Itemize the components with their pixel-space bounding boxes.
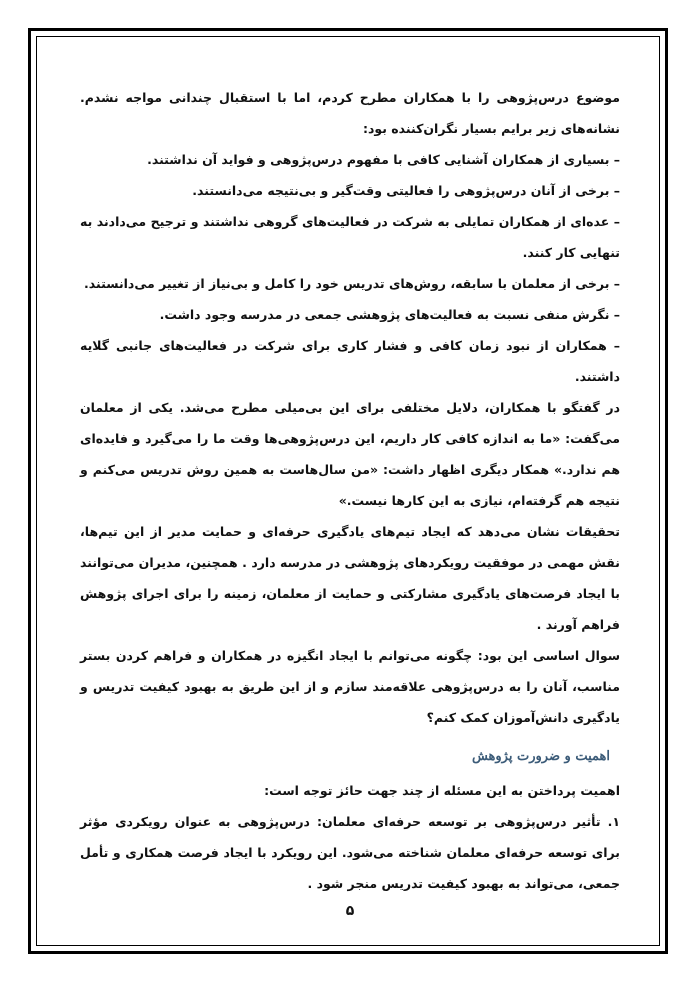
concern-item: – بسیاری از همکاران آشنایی کافی با مفهوم درس‌پژوهی و فواید آن نداشتند. (147, 152, 620, 167)
section-lead: اهمیت پرداختن به این مسئله از چند جهت حائز توجه است: (264, 783, 620, 798)
page-number: ۵ (345, 903, 355, 919)
question-paragraph: سوال اساسی این بود: چگونه می‌توانم با ایجاد انگیزه در همکاران و فراهم کردن بستر مناسب، آنان را به درس‌پژوهی علاقه‌مند سازم و از این طریق به بهبود کیفیت تدریس و یادگیری دانش‌آموزان کمک کنم؟ (80, 648, 620, 725)
concern-item: – نگرش منفی نسبت به فعالیت‌های پژوهشی جمعی در مدرسه وجود داشت. (159, 307, 620, 322)
concern-item: – برخی از آنان درس‌پژوهی را فعالیتی وقت‌گیر و بی‌نتیجه می‌دانستند. (192, 183, 620, 198)
concern-item: – عده‌ای از همکاران تمایلی به شرکت در فعالیت‌های گروهی نداشتند و ترجیح می‌دادند به تنهایی کار کنند. (80, 214, 620, 260)
section-point-1: ۱. تأثیر درس‌پژوهی بر توسعه حرفه‌ای معلمان: درس‌پژوهی به عنوان رویکردی مؤثر برای توسعه حرفه‌ای معلمان شناخته می‌شود. این رویکرد با ایجاد فرصت همکاری و تأمل جمعی، می‌تواند به بهبود کیفیت تدریس منجر شود . (80, 814, 620, 891)
concern-item: – برخی از معلمان با سابقه، روش‌های تدریس خود را کامل و بی‌نیاز از تغییر می‌دانستند. (84, 276, 620, 291)
section-heading: اهمیت و ضرورت پژوهش (471, 749, 610, 764)
intro-paragraph: موضوع درس‌پژوهی را با همکاران مطرح کردم، اما با استقبال چندانی مواجه نشدم. نشانه‌های زیر برایم بسیار نگران‌کننده بود: (80, 90, 620, 136)
concern-item: – همکاران از نبود زمان کافی و فشار کاری برای شرکت در فعالیت‌های جانبی گلایه داشتند. (80, 338, 620, 384)
document-body (80, 82, 620, 899)
concern-list (80, 144, 620, 392)
research-paragraph: تحقیقات نشان می‌دهد که ایجاد تیم‌های یادگیری حرفه‌ای و حمایت مدیر از این تیم‌ها، نقش مهمی در موفقیت رویکردهای پژوهشی در مدرسه دارد . همچنین، مدیران می‌توانند با ایجاد فرصت‌های یادگیری مشارکتی و حمایت از معلمان، زمینه را برای اجرای پژوهش فراهم آورند . (80, 524, 620, 632)
conversation-paragraph: در گفتگو با همکاران، دلایل مختلفی برای این بی‌میلی مطرح می‌شد. یکی از معلمان می‌گفت: «ما به اندازه کافی کار داریم، این درس‌پژوهی‌ها وقت ما را می‌گیرد و فایده‌ای هم ندارد.» همکار دیگری اظهار داشت: «من سال‌هاست به همین روش تدریس می‌کنم و نتیجه هم گرفته‌ام، نیازی به این کارها نیست.» (80, 400, 620, 508)
